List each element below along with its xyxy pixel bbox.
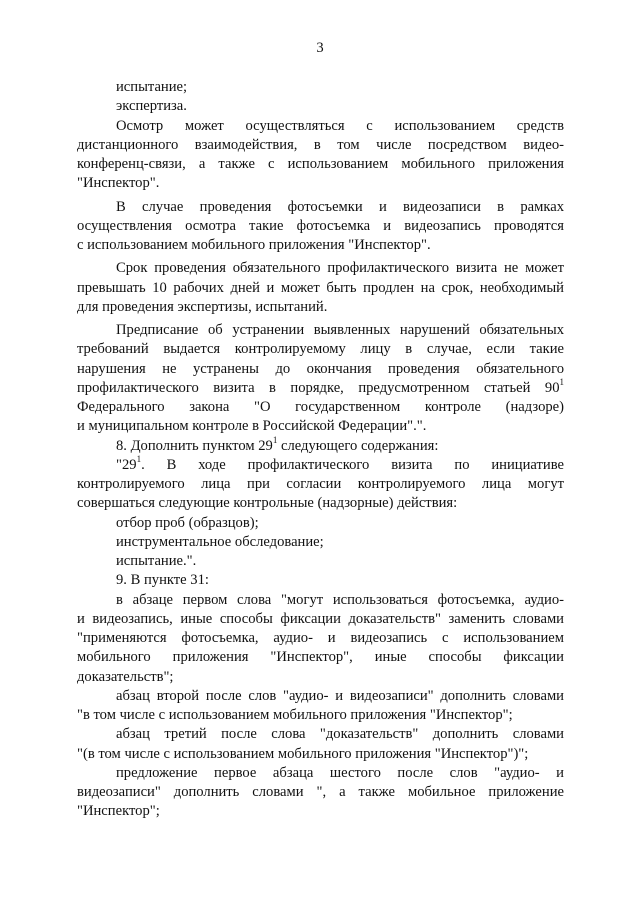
- text-line: мобильного приложения "Инспектор", иные способы фиксации: [77, 649, 564, 666]
- page-number: 3: [316, 40, 324, 56]
- document-body: [77, 78, 564, 822]
- text-line: предложение первое абзаца шестого после слов "аудио- и: [116, 764, 564, 781]
- text-line: с использованием мобильного приложения "Инспектор".: [77, 237, 431, 253]
- text-line: осуществления осмотра такие фотосъемка и видеозапись проводятся: [77, 217, 564, 234]
- text-line: нарушения не устранены до окончания проведения обязательного: [77, 360, 564, 377]
- text-line: отбор проб (образцов);: [116, 514, 259, 531]
- text-line: "в том числе с использованием мобильного приложения "Инспектор";: [77, 707, 513, 723]
- text-line: превышать 10 рабочих дней и может быть продлен на срок, необходимый: [77, 279, 564, 296]
- text-line: Срок проведения обязательного профилактического визита не может: [116, 260, 564, 277]
- text-line: требований выдается контролируемому лицу в случае, если такие: [77, 341, 564, 358]
- text-line: "Инспектор";: [77, 803, 160, 820]
- text-line: абзац третий после слова "доказательств" дополнить словами: [116, 726, 564, 743]
- text-line: для проведения экспертизы, испытаний.: [77, 298, 328, 315]
- text-line: доказательств";: [77, 668, 174, 685]
- text-line: "(в том числе с использованием мобильного приложения "Инспектор")";: [77, 745, 529, 762]
- text-line: "применяются фотосъемка, аудио- и видеозапись с использованием: [77, 630, 564, 646]
- text-line: 9. В пункте 31:: [116, 572, 209, 589]
- text-line: совершаться следующие контрольные (надзорные) действия:: [77, 495, 458, 512]
- text-line: абзац второй после слов "аудио- и видеозаписи" дополнить словами: [116, 687, 564, 704]
- text-line: 8. Дополнить пунктом $29^1$ следующего содержания:: [116, 434, 439, 454]
- text-line: контролируемого лица при согласии контролируемого лица могут: [77, 476, 564, 492]
- text-line: испытание.".: [116, 553, 197, 569]
- text-line: "Инспектор".: [77, 175, 160, 192]
- text-line: испытание;: [116, 79, 188, 95]
- text-line: и муниципальном контроле в Российской Федерации".".: [77, 418, 427, 435]
- text-line: экспертиза.: [116, 98, 187, 115]
- text-line: В случае проведения фотосъемки и видеозаписи в рамках: [116, 198, 564, 215]
- text-line: в абзаце первом слова "могут использоваться фотосъемка, аудио-: [116, 591, 564, 608]
- text-line: Федерального закона "О государственном контроле (надзоре): [77, 399, 564, 415]
- text-line: конференц-связи, а также с использованием мобильного приложения: [77, 156, 564, 172]
- text-line: Осмотр может осуществляться с использованием средств: [116, 117, 564, 134]
- text-line: "$29^1$. В ходе профилактического визита по инициативе: [116, 453, 564, 473]
- text-line: профилактического визита в порядке, предусмотренном статьей $90^1$: [77, 376, 564, 396]
- text-line: дистанционного взаимодействия, в том числе посредством видео-: [77, 136, 564, 153]
- text-line: видеозаписи" дополнить словами ", а также мобильное приложение: [77, 784, 564, 800]
- text-line: и видеозапись, иные способы фиксации доказательств" заменить словами: [77, 610, 564, 627]
- text-line: инструментальное обследование;: [116, 533, 324, 550]
- text-line: Предписание об устранении выявленных нарушений обязательных: [116, 322, 564, 338]
